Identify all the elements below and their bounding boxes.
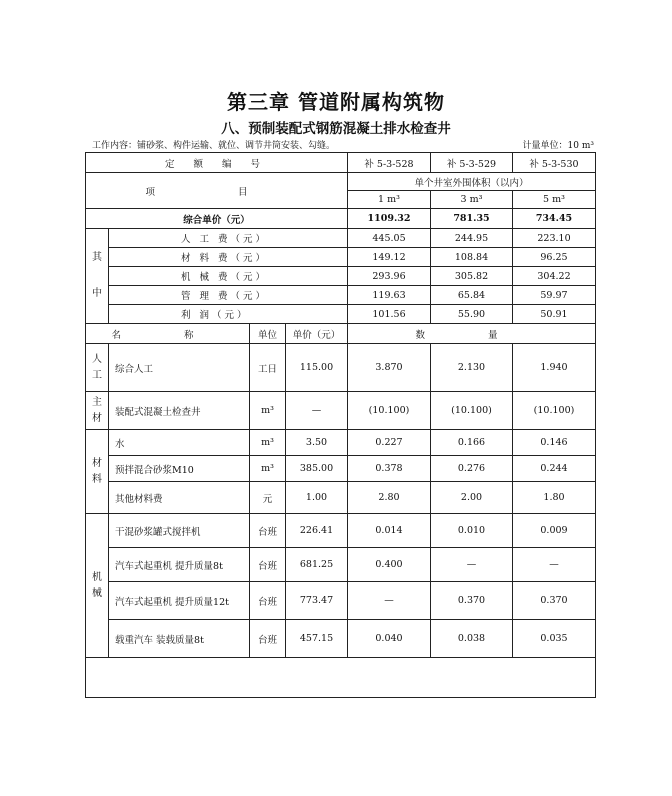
resource-price: 115.00 — [286, 344, 348, 392]
unit-price-label: 综合单价（元） — [86, 209, 348, 229]
fee-value: 149.12 — [348, 248, 431, 267]
resource-quantity: 2.80 — [348, 482, 431, 514]
resource-row — [86, 548, 596, 582]
quota-code-3: 补 5-3-530 — [513, 153, 596, 173]
resource-name: 水 — [109, 430, 250, 456]
work-content-line — [92, 138, 594, 151]
resource-price: 226.41 — [286, 514, 348, 548]
fee-label: 人 工 费（元） — [109, 229, 348, 248]
volume-label: 单个井室外围体积（以内） — [348, 173, 596, 191]
quota-code-row — [86, 153, 596, 173]
section-title: 八、预制装配式钢筋混凝土排水检查井 — [221, 121, 451, 137]
resource-quantity: 0.166 — [431, 430, 513, 456]
resource-quantity: 0.010 — [431, 514, 513, 548]
fee-row — [86, 286, 596, 305]
resource-quantity: 0.038 — [431, 620, 513, 658]
resource-unit: 台班 — [250, 620, 286, 658]
resource-quantity: — — [348, 582, 431, 620]
resource-name: 干混砂浆罐式搅拌机 — [109, 514, 250, 548]
volume-3: 5 m³ — [513, 191, 596, 209]
resource-quantity: 0.040 — [348, 620, 431, 658]
resource-name: 汽车式起重机 提升质量12t — [109, 582, 250, 620]
resource-quantity: 0.014 — [348, 514, 431, 548]
quota-table — [85, 152, 596, 698]
fee-label: 材 料 费（元） — [109, 248, 348, 267]
volume-header-row — [86, 173, 596, 191]
quantity-column-header: 数 量 — [348, 324, 596, 344]
category-labor: 人工 — [86, 344, 109, 392]
resource-quantity: 3.870 — [348, 344, 431, 392]
resource-quantity: (10.100) — [348, 392, 431, 430]
unit-price-2: 781.35 — [431, 209, 513, 229]
resource-unit: 台班 — [250, 582, 286, 620]
resource-quantity: 0.227 — [348, 430, 431, 456]
resource-quantity: 0.370 — [431, 582, 513, 620]
fee-row — [86, 305, 596, 324]
fee-value: 50.91 — [513, 305, 596, 324]
resource-price: 1.00 — [286, 482, 348, 514]
resource-quantity: 1.940 — [513, 344, 596, 392]
fee-value: 293.96 — [348, 267, 431, 286]
quota-code-2: 补 5-3-529 — [431, 153, 513, 173]
fee-label: 机 械 费（元） — [109, 267, 348, 286]
fee-value: 223.10 — [513, 229, 596, 248]
unit-price-1: 1109.32 — [348, 209, 431, 229]
fee-row — [86, 267, 596, 286]
quota-code-1: 补 5-3-528 — [348, 153, 431, 173]
quota-code-label: 定 额 编 号 — [86, 153, 348, 173]
resource-quantity: 2.00 — [431, 482, 513, 514]
resource-row — [86, 482, 596, 514]
of-which-label: 其中 — [86, 229, 109, 324]
resource-name: 载重汽车 装载质量8t — [109, 620, 250, 658]
resource-quantity: (10.100) — [431, 392, 513, 430]
resource-header-row — [86, 324, 596, 344]
resource-unit: m³ — [250, 392, 286, 430]
resource-row — [86, 582, 596, 620]
measurement-unit: 计量单位：10 m³ — [522, 141, 594, 151]
resource-row — [86, 392, 596, 430]
resource-quantity: 1.80 — [513, 482, 596, 514]
fee-value: 96.25 — [513, 248, 596, 267]
resource-name: 汽车式起重机 提升质量8t — [109, 548, 250, 582]
fee-value: 101.56 — [348, 305, 431, 324]
resource-price: 681.25 — [286, 548, 348, 582]
resource-quantity: 0.370 — [513, 582, 596, 620]
resource-unit: 台班 — [250, 514, 286, 548]
fee-label: 利 润（元） — [109, 305, 348, 324]
resource-quantity: 0.276 — [431, 456, 513, 482]
resource-unit: m³ — [250, 456, 286, 482]
blank-note-row — [86, 658, 596, 698]
resource-name: 其他材料费 — [109, 482, 250, 514]
work-content: 工作内容：铺砂浆、构件运输、就位、调节井筒安装、勾缝。 — [92, 141, 336, 151]
resource-row — [86, 344, 596, 392]
fee-value: 119.63 — [348, 286, 431, 305]
resource-quantity: (10.100) — [513, 392, 596, 430]
fee-value: 445.05 — [348, 229, 431, 248]
volume-1: 1 m³ — [348, 191, 431, 209]
price-column-header: 单价（元） — [286, 324, 348, 344]
resource-price: 773.47 — [286, 582, 348, 620]
name-column-header: 名 称 — [86, 324, 250, 344]
fee-value: 108.84 — [431, 248, 513, 267]
fee-value: 244.95 — [431, 229, 513, 248]
resource-quantity: 0.146 — [513, 430, 596, 456]
resource-row — [86, 514, 596, 548]
resource-price: 3.50 — [286, 430, 348, 456]
fee-value: 65.84 — [431, 286, 513, 305]
fee-value: 305.82 — [431, 267, 513, 286]
unit-price-3: 734.45 — [513, 209, 596, 229]
resource-price: 457.15 — [286, 620, 348, 658]
resource-row — [86, 430, 596, 456]
fee-row — [86, 229, 596, 248]
item-label: 项 目 — [86, 173, 348, 209]
unit-price-row — [86, 209, 596, 229]
resource-quantity: — — [431, 548, 513, 582]
blank-note-cell — [86, 658, 596, 698]
resource-quantity: 0.400 — [348, 548, 431, 582]
chapter-title: 第三章 管道附属构筑物 — [227, 90, 445, 114]
unit-column-header: 单位 — [250, 324, 286, 344]
fee-label: 管 理 费（元） — [109, 286, 348, 305]
resource-name: 预拌混合砂浆M10 — [109, 456, 250, 482]
resource-unit: m³ — [250, 430, 286, 456]
resource-name: 装配式混凝土检查井 — [109, 392, 250, 430]
resource-row — [86, 456, 596, 482]
category-main-material: 主材 — [86, 392, 109, 430]
resource-unit: 元 — [250, 482, 286, 514]
resource-quantity: 0.378 — [348, 456, 431, 482]
resource-price: 385.00 — [286, 456, 348, 482]
resource-unit: 工日 — [250, 344, 286, 392]
resource-quantity: 0.244 — [513, 456, 596, 482]
fee-value: 55.90 — [431, 305, 513, 324]
resource-name: 综合人工 — [109, 344, 250, 392]
resource-price: — — [286, 392, 348, 430]
resource-quantity: — — [513, 548, 596, 582]
resource-quantity: 0.009 — [513, 514, 596, 548]
resource-quantity: 0.035 — [513, 620, 596, 658]
resource-unit: 台班 — [250, 548, 286, 582]
fee-value: 304.22 — [513, 267, 596, 286]
category-machinery: 机械 — [86, 514, 109, 658]
fee-value: 59.97 — [513, 286, 596, 305]
resource-quantity: 2.130 — [431, 344, 513, 392]
volume-2: 3 m³ — [431, 191, 513, 209]
fee-row — [86, 248, 596, 267]
category-materials: 材料 — [86, 430, 109, 514]
resource-row — [86, 620, 596, 658]
